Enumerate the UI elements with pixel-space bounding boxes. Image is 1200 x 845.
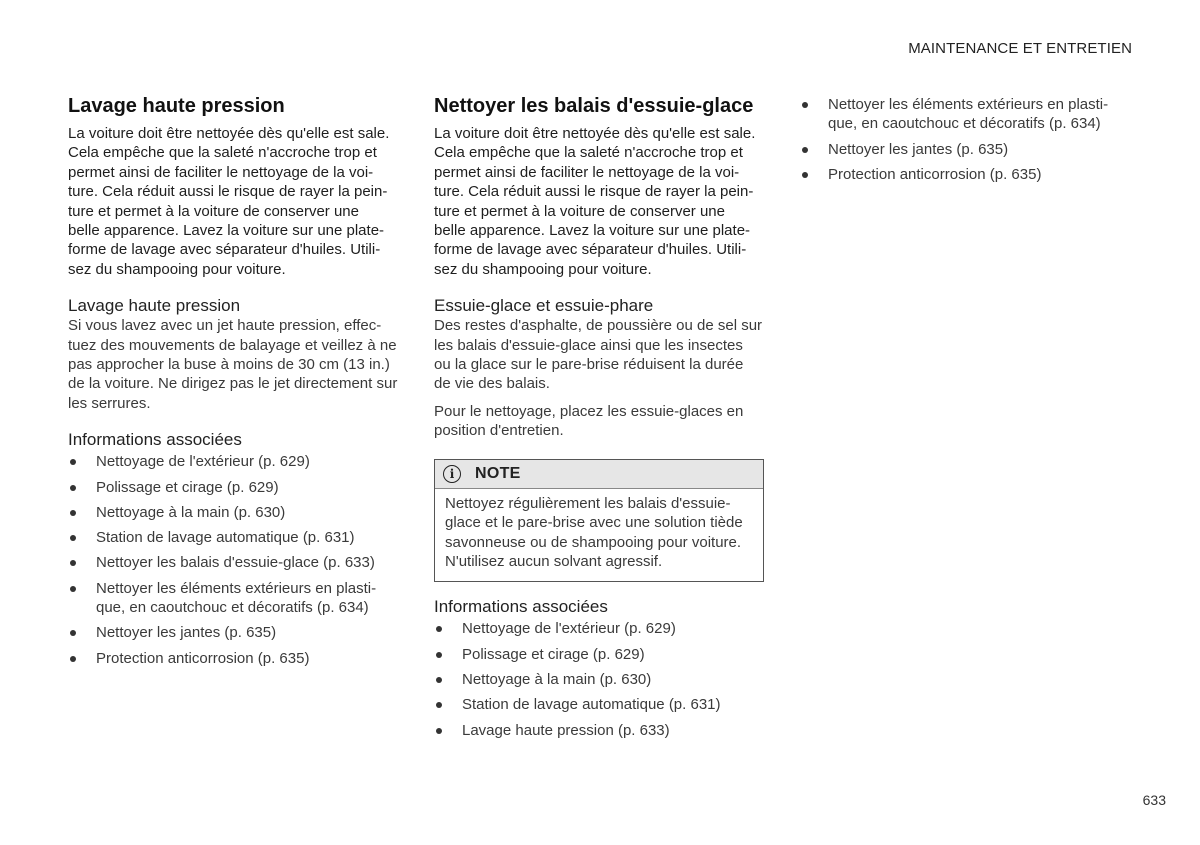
subsection-paragraph: Des restes d'asphalte, de poussière ou de sel sur les balais d'essuie-glace ainsi que les insectes ou la glace sur le pare-brise réduisent la durée de vie des balais.: [434, 317, 763, 393]
related-link[interactable]: Nettoyer les balais d'essuie-glace (p. 633): [68, 553, 401, 572]
related-link[interactable]: Nettoyage à la main (p. 630): [68, 503, 401, 522]
note-box: [434, 459, 764, 583]
related-link[interactable]: Nettoyer les jantes (p. 635): [800, 140, 1120, 159]
related-links-list: [434, 619, 767, 740]
section-header: MAINTENANCE ET ENTRETIEN: [908, 40, 1132, 57]
intro-paragraph: La voiture doit être nettoyée dès qu'elle est sale. Cela empêche que la saleté n'accroche trop et permet ainsi de faciliter le nettoyage de la voi- ture. Cela réduit aussi le risque de rayer la pein- ture et permet à la voiture de conserver une belle apparence. Lavez la voiture sur une plate- forme de lavage avec séparateur d'huiles. Utili- sez du shampooing pour voiture.: [68, 125, 390, 278]
related-links-list: [800, 95, 1120, 184]
column-continued-references: [800, 95, 1120, 190]
note-title: NOTE: [475, 464, 521, 482]
related-link[interactable]: Station de lavage automatique (p. 631): [434, 695, 767, 714]
note-body: Nettoyez régulièrement les balais d'essuie- glace et le pare-brise avec une solution tiède savonneuse ou de shampooing pour voiture. N'utilisez aucun solvant agressif.: [445, 494, 743, 570]
column-balais-essuie-glace: [434, 94, 767, 746]
column-lavage-haute-pression: [68, 94, 401, 674]
related-info-title: Informations associées: [68, 430, 242, 450]
section-title: Nettoyer les balais d'essuie-glace: [434, 95, 754, 117]
section-title: Lavage haute pression: [68, 95, 285, 117]
info-icon: i: [443, 465, 461, 483]
subsection-title: Lavage haute pression: [68, 296, 241, 316]
related-link[interactable]: Lavage haute pression (p. 633): [434, 721, 767, 740]
related-links-list: [68, 452, 401, 668]
related-info-title: Informations associées: [434, 597, 608, 617]
related-link[interactable]: Protection anticorrosion (p. 635): [800, 165, 1120, 184]
intro-paragraph: La voiture doit être nettoyée dès qu'elle est sale. Cela empêche que la saleté n'accroche trop et permet ainsi de faciliter le nettoyage de la voi- ture. Cela réduit aussi le risque de rayer la pein- ture et permet à la voiture de conserver une belle apparence. Lavez la voiture sur une plate- forme de lavage avec séparateur d'huiles. Utili- sez du shampooing pour voiture.: [434, 125, 756, 278]
related-link[interactable]: Nettoyer les jantes (p. 635): [68, 623, 401, 642]
related-link[interactable]: Polissage et cirage (p. 629): [434, 645, 767, 664]
subsection-title: Essuie-glace et essuie-phare: [434, 296, 654, 316]
subsection-paragraph: Si vous lavez avec un jet haute pression, effec- tuez des mouvements de balayage et veillez à ne pas approcher la buse à moins de 30 cm (13 in.) de la voiture. Ne dirigez pas le jet directement sur les serrures.: [68, 317, 398, 412]
related-link[interactable]: Nettoyage à la main (p. 630): [434, 670, 767, 689]
page-number: 633: [1142, 792, 1166, 808]
related-link[interactable]: Nettoyage de l'extérieur (p. 629): [68, 452, 401, 471]
related-link[interactable]: Nettoyer les éléments extérieurs en plasti- que, en caoutchouc et décoratifs (p. 634): [68, 579, 401, 618]
subsection-paragraph-2: Pour le nettoyage, placez les essuie-glaces en position d'entretien.: [434, 402, 744, 440]
related-link[interactable]: Polissage et cirage (p. 629): [68, 478, 401, 497]
related-link[interactable]: Nettoyer les éléments extérieurs en plasti- que, en caoutchouc et décoratifs (p. 634): [800, 95, 1120, 134]
related-link[interactable]: Station de lavage automatique (p. 631): [68, 528, 401, 547]
related-link[interactable]: Protection anticorrosion (p. 635): [68, 649, 401, 668]
related-link[interactable]: Nettoyage de l'extérieur (p. 629): [434, 619, 767, 638]
note-header: [435, 460, 763, 489]
